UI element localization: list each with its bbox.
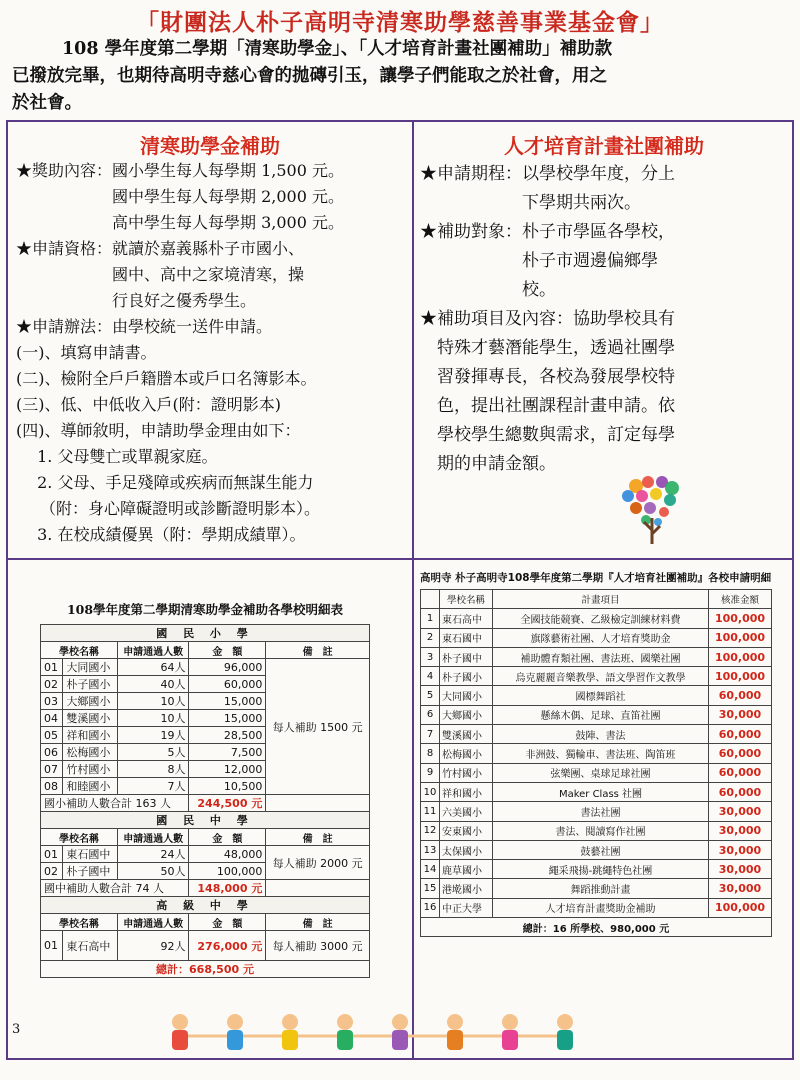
children-illustration <box>160 1008 600 1068</box>
table-row: 7 雙溪國小 鼓陣、書法 60,000 <box>421 725 772 744</box>
talent-total: 總計：16 所學校、980,000 元 <box>421 918 772 937</box>
talent-table: 高明寺 朴子高明寺108學年度第二學期『人才培育社團補助』各校申請明細 學校名稱 計畫項目 核准金額 1 東石高中 全國技能競賽、乙級檢定訓練材料費 100,000 2 東石國中 旗隊藝術社團、人才培育獎助金 100,000 3 朴子國中 補助體育類社團、書法班、國樂社團 100,000 4 朴子國小 烏克麗麗音樂教學、語文學習作文教學 100,000 5 大同國小 國標舞蹈社 60,000 6 大鄉國小 懸絲木偶、足球、直笛社團 30,000 7 雙溪國小 鼓陣、書法 60,000 8 松梅國小 非洲鼓、獨輪車、書法班、陶笛班 60,000 9 竹村國小 弦樂團、桌球足球社團 60,000 10 祥和國小 Maker Class 社團 60,000 11 六美國小 書法社團 30,000 12 安東國小 書法、閱讀寫作社團 30,000 13 太保國小 鼓藝社團 30,000 14 鹿草國小 繩采飛揚-跳繩特色社團 30,000 15 港墘國小 舞蹈推動計畫 30,000 16 中正大學 人才培育計畫獎助金補助 100,000 總計：16 所學校、980,000 元 <box>420 570 772 937</box>
grand-total: 總計：668,500 元 <box>41 961 370 978</box>
table-row: 14 鹿草國小 繩采飛揚-跳繩特色社團 30,000 <box>421 860 772 879</box>
table-row: 06 松梅國小 5人 7,500 <box>41 744 370 761</box>
table-row: 10 祥和國小 Maker Class 社團 60,000 <box>421 782 772 801</box>
table-row: 11 六美國小 書法社團 30,000 <box>421 802 772 821</box>
table-row: 13 太保國小 鼓藝社團 30,000 <box>421 840 772 859</box>
table-row: 9 竹村國小 弦樂團、桌球足球社團 60,000 <box>421 763 772 782</box>
scholarship-table: 108學年度第二學期清寒助學金補助各學校明細表 國 民 小 學 學校名稱 申請通過人數 金 額 備 註 01 大同國小 64人 96,000 每人補助 1500 元 02 朴子國小 40人 60,000 03 大鄉國小 10人 15,000 04 雙溪國小 10人 15,000 05 祥和國小 19人 28,500 06 松梅國小 5人 7,500 07 竹村國小 8人 12,000 08 和睦國小 7人 10,500 國小補助人數合計 163 人 244,500 元 國 民 中 學 學校名稱 申請通過人數 金 額 備 註 01 東石國中 24人 48,000 每人補助 2000 元 02 朴子國中 50人 100,000 國中補助人數合計 74 人 148,000 元 高 級 中 學 學校名稱 申請通過人數 金 額 備 註 01 東石高中 92人 276,000 元 每人補助 3000 元 總計：668,500 元 <box>40 600 370 978</box>
table-row: 12 安東國小 書法、閱讀寫作社團 30,000 <box>421 821 772 840</box>
scholarship-details: ★獎助內容：國小學生每人每學期 1,500 元。 國中學生每人每學期 2,000 元。 高中學生每人每學期 3,000 元。 ★申請資格：就讀於嘉義縣朴子市國小、 國中、高中之家境清寒，操 行良好之優秀學生。 ★申請辦法：由學校統一送件申請。 (一)、填寫申請書。 (二)、檢附全戶戶籍謄本或戶口名簿影本。 (三)、低、中低收入戶(附：證明影本) (四)、導師敘明，申請助學金理由如下： 1. 父母雙亡或單親家庭。 2. 父母、手足殘障或疾病而無謀生能力 （附：身心障礙證明或診斷證明影本）。 3. 在校成績優異（附：學期成績單）。 <box>16 161 344 544</box>
table-row: 2 東石國中 旗隊藝術社團、人才培育獎助金 100,000 <box>421 628 772 647</box>
table-row: 03 大鄉國小 10人 15,000 <box>41 693 370 710</box>
intro-paragraph: 108 學年度第二學期「清寒助學金」、「人才培育計畫社團補助」補助款 已撥放完畢，也期待高明寺慈心會的拋磚引玉，讓學子們能取之於社會，用之 於社會。 <box>12 39 613 113</box>
talent-table-caption: 高明寺 朴子高明寺108學年度第二學期『人才培育社團補助』各校申請明細 <box>420 572 772 584</box>
table-row: 8 松梅國小 非洲鼓、獨輪車、書法班、陶笛班 60,000 <box>421 744 772 763</box>
table-row: 15 港墘國小 舞蹈推動計畫 30,000 <box>421 879 772 898</box>
table-row: 4 朴子國小 烏克麗麗音樂教學、語文學習作文教學 100,000 <box>421 667 772 686</box>
table-row: 1 東石高中 全國技能競賽、乙級檢定訓練材料費 100,000 <box>421 609 772 628</box>
table-row: 16 中正大學 人才培育計畫獎助金補助 100,000 <box>421 898 772 917</box>
talent-details: ★申請期程：以學校學年度，分上 下學期共兩次。 ★補助對象：朴子市學區各學校， 朴子市週邊偏鄉學 校。 ★補助項目及內容：協助學校具有 特殊才藝潛能學生，透過社團學 習發揮專長，各校為發展學校特 色，提出社團課程計畫申請。依 學校學生總數與需求，訂定每學 期的申請金額。 <box>420 164 675 474</box>
table-row: 01 東石高中 92人 276,000 元 每人補助 3000 元 <box>41 931 370 961</box>
table-row: 6 大鄉國小 懸絲木偶、足球、直笛社團 30,000 <box>421 705 772 724</box>
talent-title: 人才培育計畫社團補助 <box>504 134 704 158</box>
scholarship-title: 清寒助學金補助 <box>140 134 280 158</box>
table-row: 07 竹村國小 8人 12,000 <box>41 761 370 778</box>
table-row: 01 大同國小 64人 96,000 每人補助 1500 元 <box>41 659 370 676</box>
table-row: 04 雙溪國小 10人 15,000 <box>41 710 370 727</box>
table-row: 08 和睦國小 7人 10,500 <box>41 778 370 795</box>
scholarship-table-caption: 108學年度第二學期清寒助學金補助各學校明細表 <box>66 602 344 617</box>
table-row: 02 朴子國中 50人 100,000 <box>41 863 370 880</box>
table-row: 05 祥和國小 19人 28,500 <box>41 727 370 744</box>
table-row: 02 朴子國小 40人 60,000 <box>41 676 370 693</box>
table-row: 5 大同國小 國標舞蹈社 60,000 <box>421 686 772 705</box>
heart-tree-image <box>606 468 696 548</box>
table-row: 01 東石國中 24人 48,000 每人補助 2000 元 <box>41 846 370 863</box>
table-row: 3 朴子國中 補助體育類社團、書法班、國樂社團 100,000 <box>421 647 772 666</box>
page-number: 3 <box>12 1022 21 1037</box>
page-title: 「財團法人朴子高明寺清寒助學慈善事業基金會」 <box>136 9 664 36</box>
